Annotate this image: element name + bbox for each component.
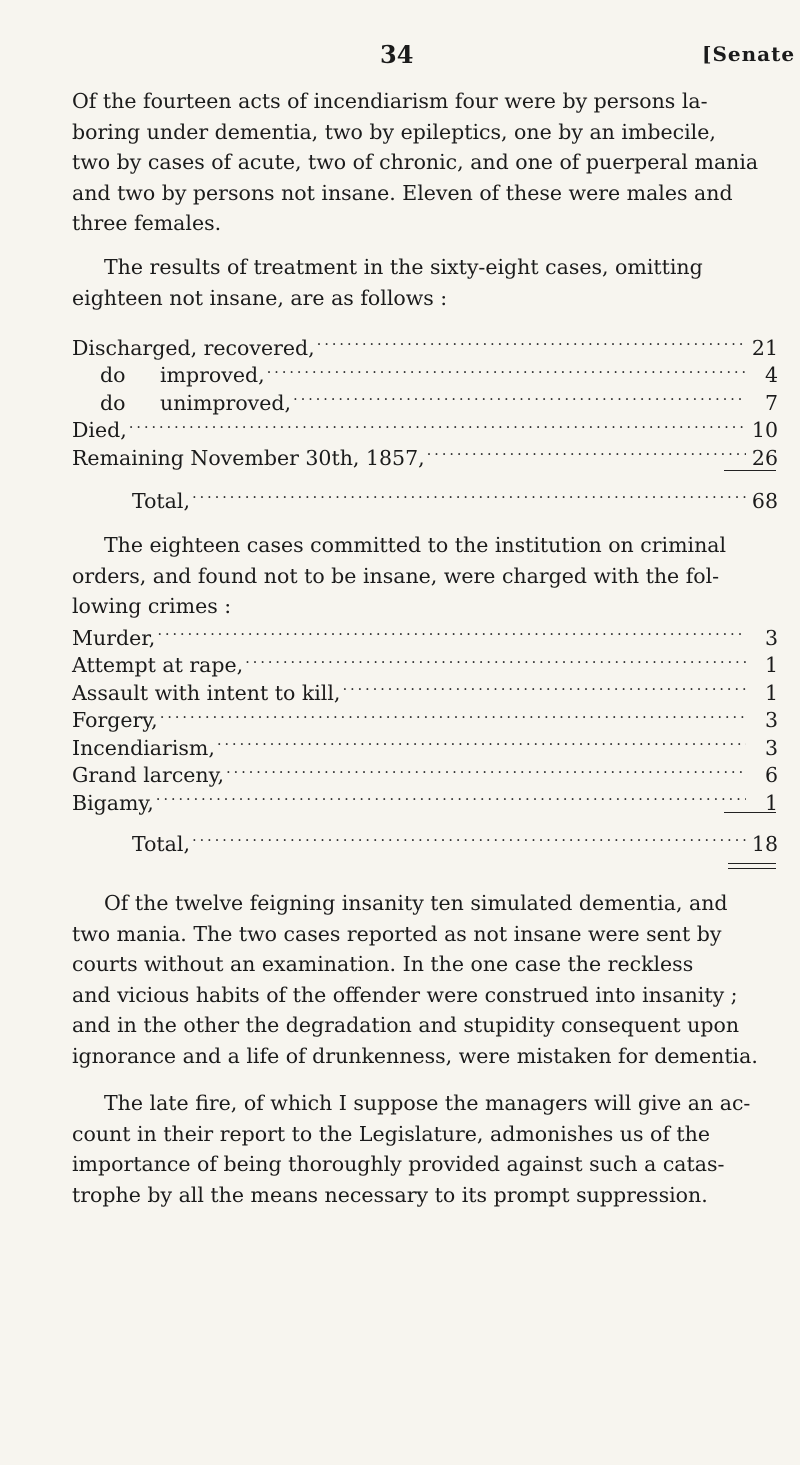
page-number: 34: [380, 40, 414, 69]
leader-dots: [192, 823, 746, 851]
text-line: courts without an examination. In the one case the reckless: [72, 952, 694, 976]
paragraph-incendiarism: [72, 86, 778, 239]
row-value: 7: [764, 390, 778, 415]
total-value: 18: [751, 831, 778, 856]
text-line: lowing crimes :: [72, 594, 232, 618]
text-line: The results of treatment in the sixty-eight cases, omitting: [104, 255, 703, 279]
leader-dots: [157, 617, 746, 645]
leader-dots: [317, 327, 746, 355]
row-value: 1: [764, 790, 778, 815]
text-line: The late fire, of which I suppose the managers will give an ac-: [104, 1091, 751, 1115]
text-line: orders, and found not to be insane, were charged with the fol-: [72, 563, 720, 588]
row-label: Forgery,: [72, 708, 158, 732]
row-label: Assault with intent to kill,: [72, 680, 341, 705]
text-line: trophe by all the means necessary to its prompt suppression.: [72, 1182, 708, 1207]
crimes-total: [72, 823, 778, 856]
text-line: ignorance and a life of drunkenness, were mistaken for dementia.: [72, 1043, 758, 1068]
table-row: [72, 727, 778, 760]
row-value: 1: [764, 680, 778, 705]
row-label: Discharged, recovered,: [72, 335, 315, 360]
text-line: and in the other the degradation and stupidity consequent upon: [72, 1013, 740, 1037]
row-value: 3: [764, 735, 778, 760]
leader-dots: [160, 700, 746, 728]
leader-dots: [267, 355, 746, 383]
text-line: boring under dementia, two by epileptics, one by an imbecile,: [72, 119, 716, 144]
row-label: improved,: [160, 363, 265, 387]
text-line: The eighteen cases committed to the institution on criminal: [104, 533, 727, 557]
total-row: [72, 823, 778, 856]
row-label: Died,: [72, 418, 127, 442]
text-line: two by cases of acute, two of chronic, and one of puerperal mania: [72, 150, 759, 174]
row-label: Grand larceny,: [72, 763, 225, 787]
row-value: 3: [764, 625, 778, 650]
row-label: Bigamy,: [72, 790, 154, 815]
leader-dots: [293, 382, 746, 410]
paragraph-crimes-intro: [72, 530, 778, 622]
leader-dots: [156, 782, 746, 810]
text-line: and two by persons not insane. Eleven of these were males and: [72, 180, 733, 205]
row-value: 6: [764, 763, 778, 787]
ditto-mark: do: [100, 363, 126, 387]
table-row: [72, 700, 778, 732]
leader-dots: [192, 480, 746, 508]
total-value: 68: [751, 488, 778, 513]
row-label: Incendiarism,: [72, 735, 215, 760]
row-value: 26: [751, 445, 778, 470]
total-label: Total,: [132, 488, 190, 513]
row-label: Attempt at rape,: [72, 653, 244, 677]
results-total: [72, 480, 778, 513]
paragraph-results-intro: [72, 252, 778, 313]
row-value: 3: [764, 708, 778, 732]
leader-dots: [129, 410, 746, 438]
table-row: [72, 382, 778, 415]
text-line: eighteen not insane, are as follows :: [72, 285, 448, 310]
table-row: [72, 782, 778, 815]
paragraph-fire: [72, 1088, 778, 1210]
text-line: three females.: [72, 211, 222, 235]
row-label: Murder,: [72, 625, 156, 650]
total-label: Total,: [132, 831, 190, 856]
row-value: 1: [764, 653, 778, 677]
paragraph-feigning: [72, 888, 778, 1071]
total-row: [72, 480, 778, 513]
row-value: 4: [764, 363, 778, 387]
page-header: [0, 40, 800, 74]
table-row: [72, 645, 778, 677]
ditto-mark: do: [100, 390, 126, 415]
text-line: two mania. The two cases reported as not insane were sent by: [72, 921, 722, 946]
results-table: [72, 327, 778, 470]
text-line: importance of being thoroughly provided against such a catas-: [72, 1152, 725, 1176]
table-row: [72, 617, 778, 650]
leader-dots: [342, 672, 746, 700]
text-line: Of the twelve feigning insanity ten simulated dementia, and: [104, 891, 728, 915]
leader-dots: [217, 727, 746, 755]
row-label: unimproved,: [160, 390, 292, 415]
table-row: [72, 672, 778, 705]
sum-rule: [724, 812, 776, 813]
row-label: Remaining November 30th, 1857,: [72, 445, 425, 470]
row-value: 21: [751, 335, 778, 360]
table-row: [72, 410, 778, 442]
table-row: [72, 355, 778, 387]
double-rule: [728, 863, 776, 869]
table-row: [72, 327, 778, 360]
leader-dots: [245, 645, 746, 673]
text-line: count in their report to the Legislature, admonishes us of the: [72, 1121, 711, 1146]
table-row: [72, 755, 778, 787]
crimes-table: [72, 617, 778, 815]
running-head: [Senate: [702, 42, 796, 66]
sum-rule: [724, 470, 776, 471]
text-line: Of the fourteen acts of incendiarism four were by persons la-: [72, 89, 708, 113]
leader-dots: [226, 755, 746, 783]
leader-dots: [427, 437, 746, 465]
text-line: and vicious habits of the offender were construed into insanity ;: [72, 982, 738, 1007]
row-value: 10: [751, 418, 778, 442]
table-row: [72, 437, 778, 470]
